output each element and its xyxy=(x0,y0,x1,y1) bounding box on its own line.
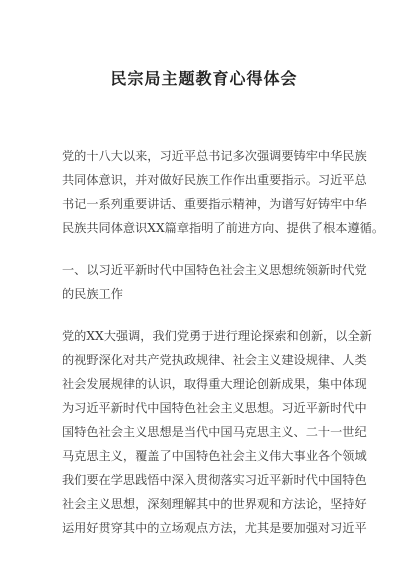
paragraph-2-line: 的民族工作 xyxy=(62,287,123,301)
paragraph-3-line: 社会主义思想，深刻理解其中的世界观和方法论，坚持好 xyxy=(62,497,367,511)
paragraph-3-line: 的视野深化对共产党执政规律、社会主义建设规律、人类 xyxy=(62,353,367,367)
paragraph-3-line: 党的XX大强调，我们党勇于进行理论探索和创新，以全新 xyxy=(62,329,372,343)
paragraph-3-line: 运用好贯穿其中的立场观点方法，尤其是要加强对习近平 xyxy=(62,521,367,535)
paragraph-1-line: 书记一系列重要讲话、重要指示精神，为谱写好铸牢中华 xyxy=(62,197,367,211)
paragraph-1-line: 民族共同体意识XX篇章指明了前进方向、提供了根本遵循。 xyxy=(62,221,385,235)
paragraph-3-line: 马克思主义，覆盖了中国特色社会主义伟大事业各个领域 xyxy=(62,449,367,463)
paragraph-1-line: 共同体意识，并对做好民族工作作出重要指示。习近平总 xyxy=(62,173,367,187)
document-title: 民宗局主题教育心得体会 xyxy=(110,69,298,88)
paragraph-3-line: 我们要在学思践悟中深入贯彻落实习近平新时代中国特色 xyxy=(62,473,367,487)
paragraph-2-line: 一、以习近平新时代中国特色社会主义思想统领新时代党 xyxy=(62,263,367,277)
paragraph-3-line: 国特色社会主义思想是当代中国马克思主义、二十一世纪 xyxy=(62,425,367,439)
paragraph-1-line: 党的十八大以来，习近平总书记多次强调要铸牢中华民族 xyxy=(62,149,367,163)
paragraph-3-line: 为习近平新时代中国特色社会主义思想。习近平新时代中 xyxy=(62,401,367,415)
paragraph-3-line: 社会发展规律的认识，取得重大理论创新成果，集中体现 xyxy=(62,377,367,391)
